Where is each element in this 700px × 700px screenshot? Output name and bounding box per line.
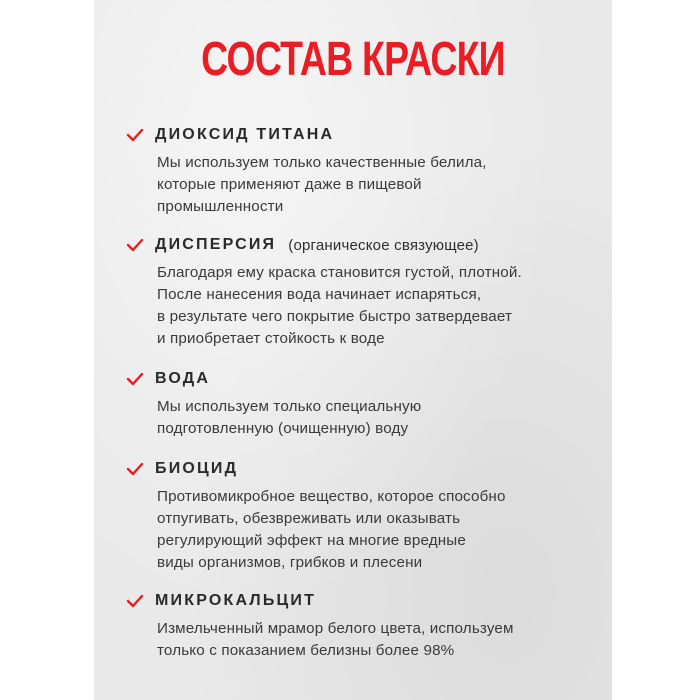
description-line: регулирующий эффект на многие вредные [157,532,466,549]
ingredient-header [126,458,596,480]
composition-card [94,0,612,700]
description-line: виды организмов, грибков и плесени [157,554,423,571]
ingredient-item-biocide [126,458,596,574]
description-line: Измельченный мрамор белого цвета, используем [157,620,514,637]
description-line: которые применяют даже в пищевой [157,176,422,193]
page-title: СОСТАВ КРАСКИ [201,33,505,86]
ingredient-header [126,368,596,390]
ingredient-header [126,124,596,146]
ingredient-item-dispersion [126,234,596,350]
ingredient-label: МИКРОКАЛЬЦИТ [155,592,317,609]
description-line: Противомикробное вещество, которое способно [157,488,506,505]
ingredient-description [157,262,596,350]
description-line: промышленности [157,198,284,215]
description-line: Мы используем только качественные белила, [157,154,487,171]
description-line: После нанесения вода начинает испаряться, [157,286,482,303]
check-icon [126,462,144,476]
ingredient-label: ДИОКСИД ТИТАНА [155,126,335,143]
description-line: отпугивать, обезвреживать или оказывать [157,510,461,527]
ingredient-description [157,152,596,218]
description-line: Мы используем только специальную [157,398,422,415]
check-icon [126,372,144,386]
ingredient-note: (органическое связующее) [288,236,479,254]
description-line: и приобретает стойкость к воде [157,330,385,347]
ingredient-item-water [126,368,596,440]
description-line: подготовленную (очищенную) воду [157,420,409,437]
ingredient-description [157,618,596,662]
description-line: в результате чего покрытие быстро затвердевает [157,308,513,325]
check-icon [126,128,144,142]
check-icon [126,594,144,608]
description-line: Благодаря ему краска становится густой, плотной. [157,264,522,281]
ingredient-label: ДИСПЕРСИЯ [155,236,277,253]
check-icon [126,238,144,252]
ingredient-description [157,396,596,440]
ingredient-item-microcalcite [126,590,596,662]
ingredient-header [126,234,596,256]
ingredient-item-titanium-dioxide [126,124,596,218]
ingredient-label: ВОДА [155,370,211,387]
ingredient-label: БИОЦИД [155,460,239,477]
ingredient-header [126,590,596,612]
ingredient-description [157,486,596,574]
description-line: только с показанием белизны более 98% [157,642,455,659]
